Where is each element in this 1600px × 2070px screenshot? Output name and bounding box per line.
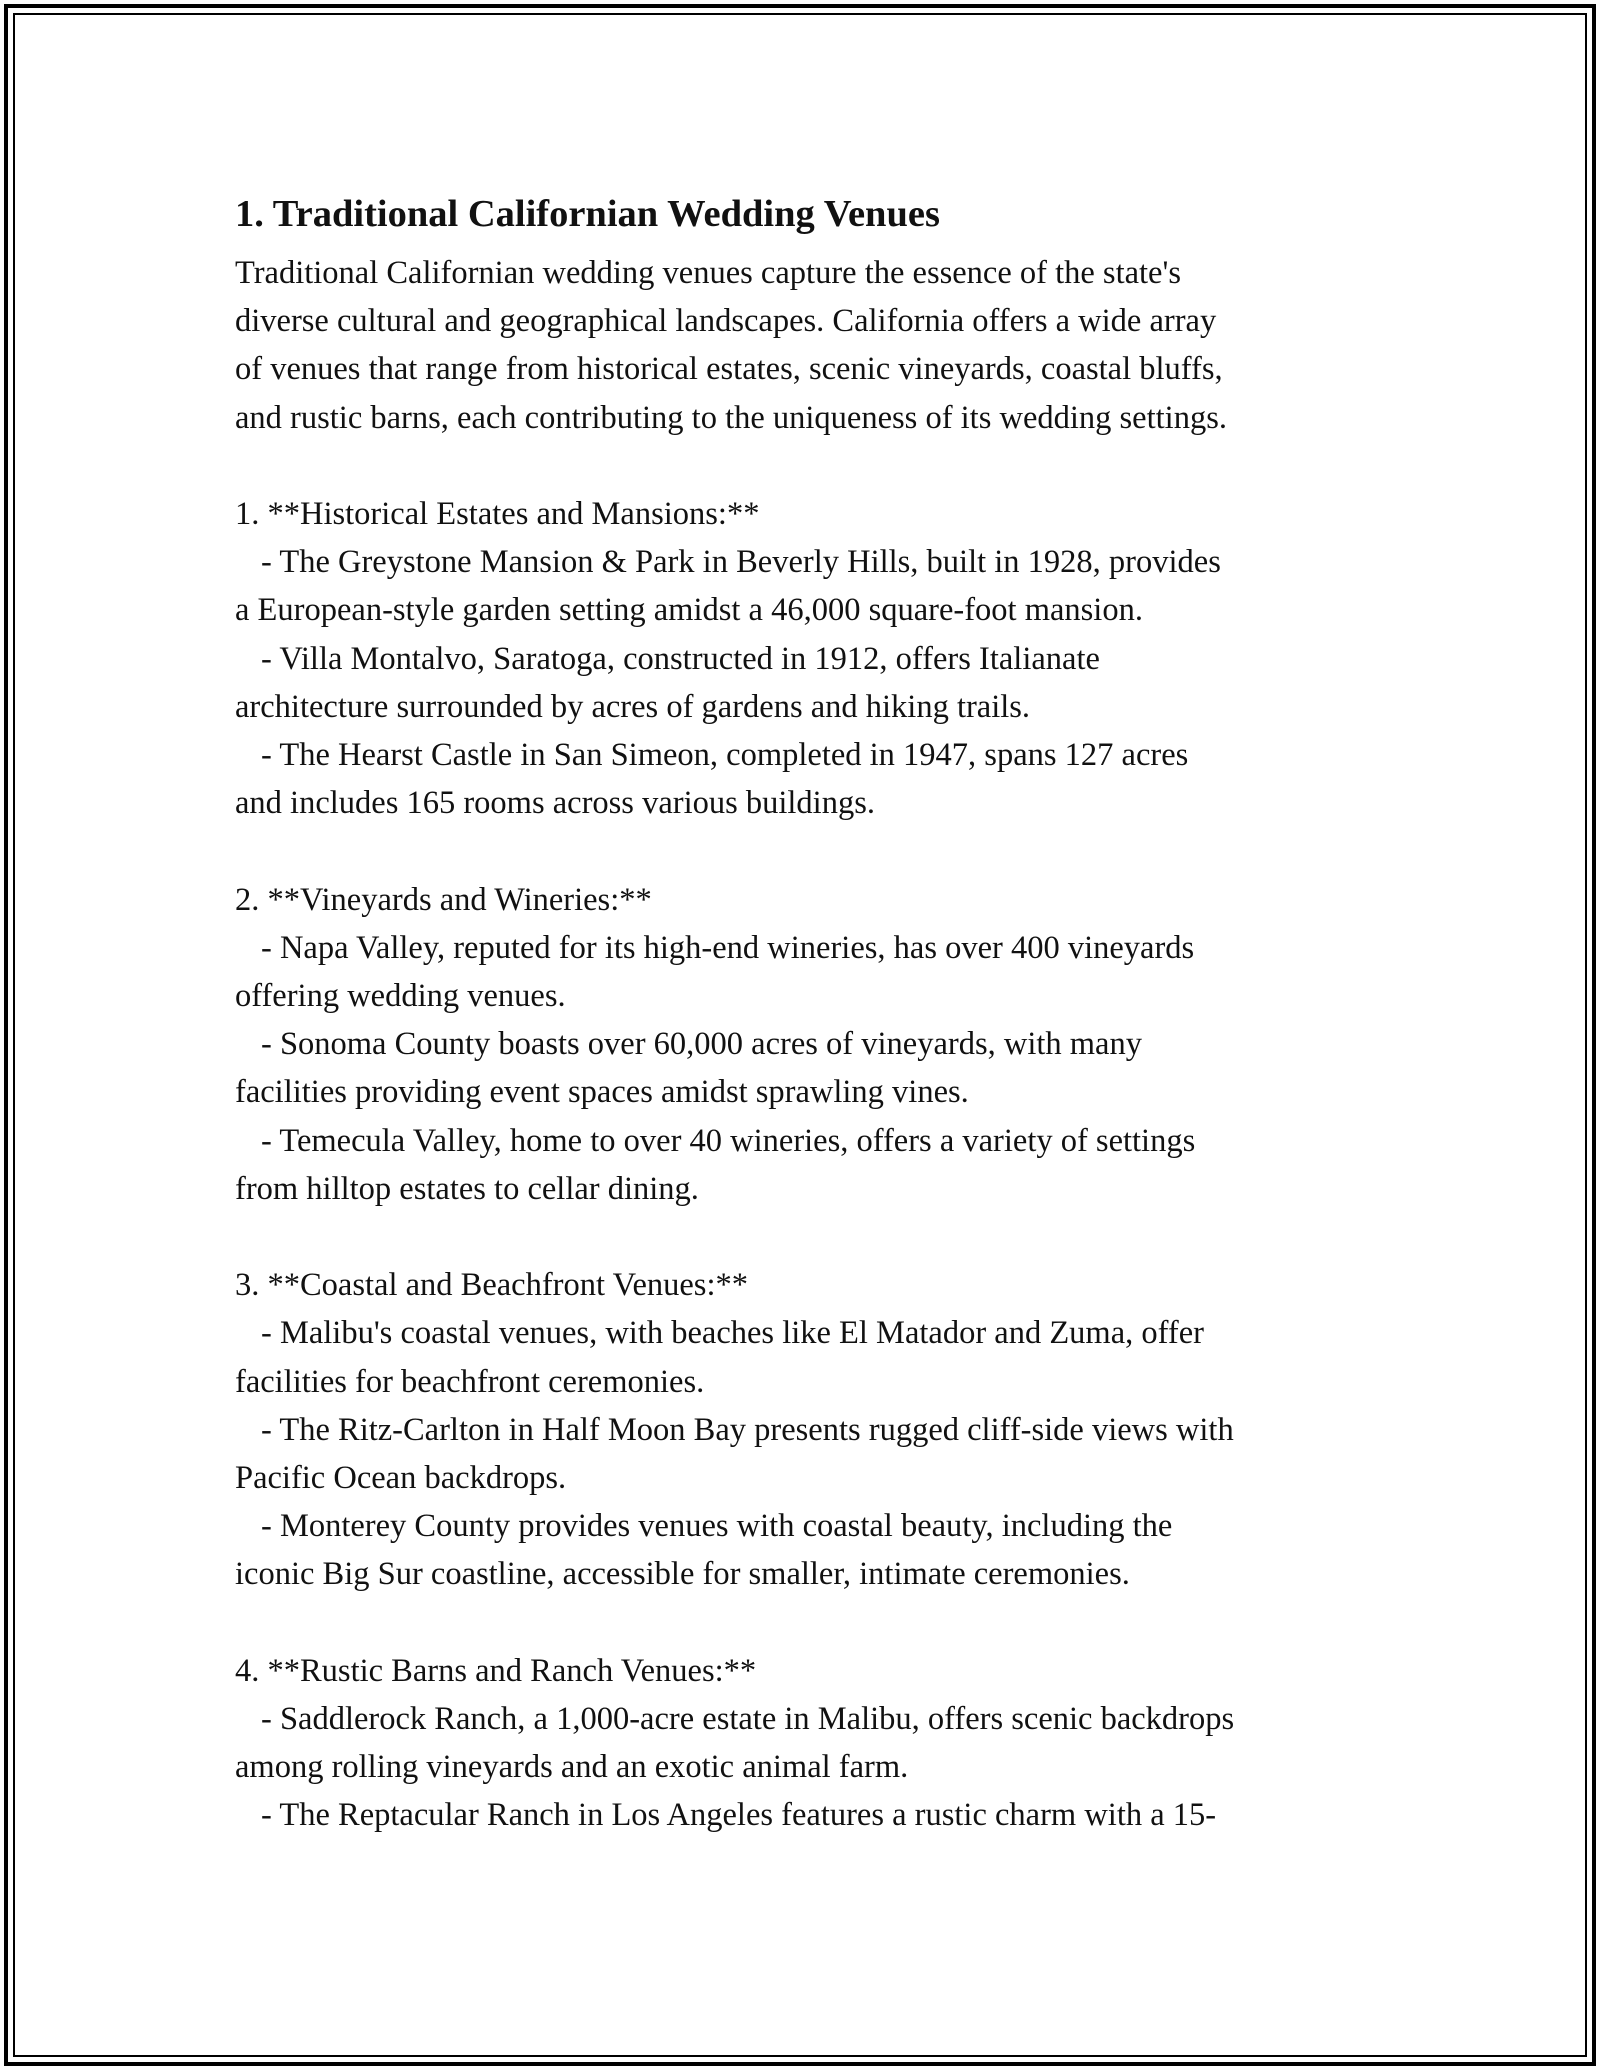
list-item-text: - Temecula Valley, home to over 40 wineries, offers a variety of settings from hilltop estates to cellar dining. xyxy=(235,1122,1196,1207)
venue-section-vineyards xyxy=(235,876,1385,1213)
list-item xyxy=(235,1020,1385,1116)
intro-paragraph: Traditional Californian wedding venues capture the essence of the state's diverse cultural and geographical landscapes. California offers a wide array of venues that range from historical estates, scenic vineyards, coastal bluffs, and rustic barns, each contributing to the uniqueness of its wedding settings. xyxy=(235,255,1227,436)
list-item-text: - The Reptacular Ranch in Los Angeles features a rustic charm with a 15- xyxy=(261,1797,1217,1834)
section-title: 1. **Historical Estates and Mansions:** xyxy=(235,496,760,532)
list-item-text: - Napa Valley, reputed for its high-end wineries, has over 400 vineyards offering wedding venues. xyxy=(235,929,1195,1015)
list-item-text: - Monterey County provides venues with coastal beauty, including the iconic Big Sur coastline, accessible for smaller, intimate ceremonies. xyxy=(235,1508,1173,1593)
list-item-text: - Villa Montalvo, Saratoga, constructed in 1912, offers Italianate architecture surrounded by acres of gardens and hiking trails. xyxy=(235,640,1100,725)
list-item xyxy=(235,1309,1385,1405)
list-item-text: - Sonoma County boasts over 60,000 acres of vineyards, with many facilities providing event spaces amidst sprawling vines. xyxy=(235,1026,1142,1111)
section-title: 4. **Rustic Barns and Ranch Venues:** xyxy=(235,1652,757,1689)
list-item xyxy=(235,1502,1385,1598)
list-item xyxy=(235,1695,1385,1791)
list-item xyxy=(235,1406,1385,1502)
section-title: 3. **Coastal and Beachfront Venues:** xyxy=(235,1267,748,1304)
list-item-text: - The Ritz-Carlton in Half Moon Bay presents rugged cliff-side views with Pacific Ocean backdrops. xyxy=(235,1411,1234,1497)
venue-section-historical xyxy=(235,490,1385,827)
list-item xyxy=(235,1791,1385,1839)
list-item-text: - Malibu's coastal venues, with beaches like El Matador and Zuma, offer facilities for beachfront ceremonies. xyxy=(235,1315,1204,1400)
list-item-text: - Saddlerock Ranch, a 1,000-acre estate in Malibu, offers scenic backdrops among rolling vineyards and an exotic animal farm. xyxy=(235,1701,1235,1786)
list-item xyxy=(235,635,1385,731)
document-body xyxy=(235,185,1385,1840)
venue-section-coastal xyxy=(235,1261,1385,1598)
section-heading: 1. Traditional Californian Wedding Venues xyxy=(235,193,940,235)
list-item-text: - The Hearst Castle in San Simeon, completed in 1947, spans 127 acres and includes 165 rooms across various buildings. xyxy=(235,737,1189,822)
list-item xyxy=(235,538,1385,634)
list-item-text: - The Greystone Mansion & Park in Beverly Hills, built in 1928, provides a European-style garden setting amidst a 46,000 square-foot mansion. xyxy=(235,544,1221,629)
list-item xyxy=(235,1117,1385,1213)
list-item xyxy=(235,731,1385,827)
venue-section-rustic xyxy=(235,1647,1385,1840)
list-item xyxy=(235,924,1385,1020)
section-title: 2. **Vineyards and Wineries:** xyxy=(235,881,652,918)
